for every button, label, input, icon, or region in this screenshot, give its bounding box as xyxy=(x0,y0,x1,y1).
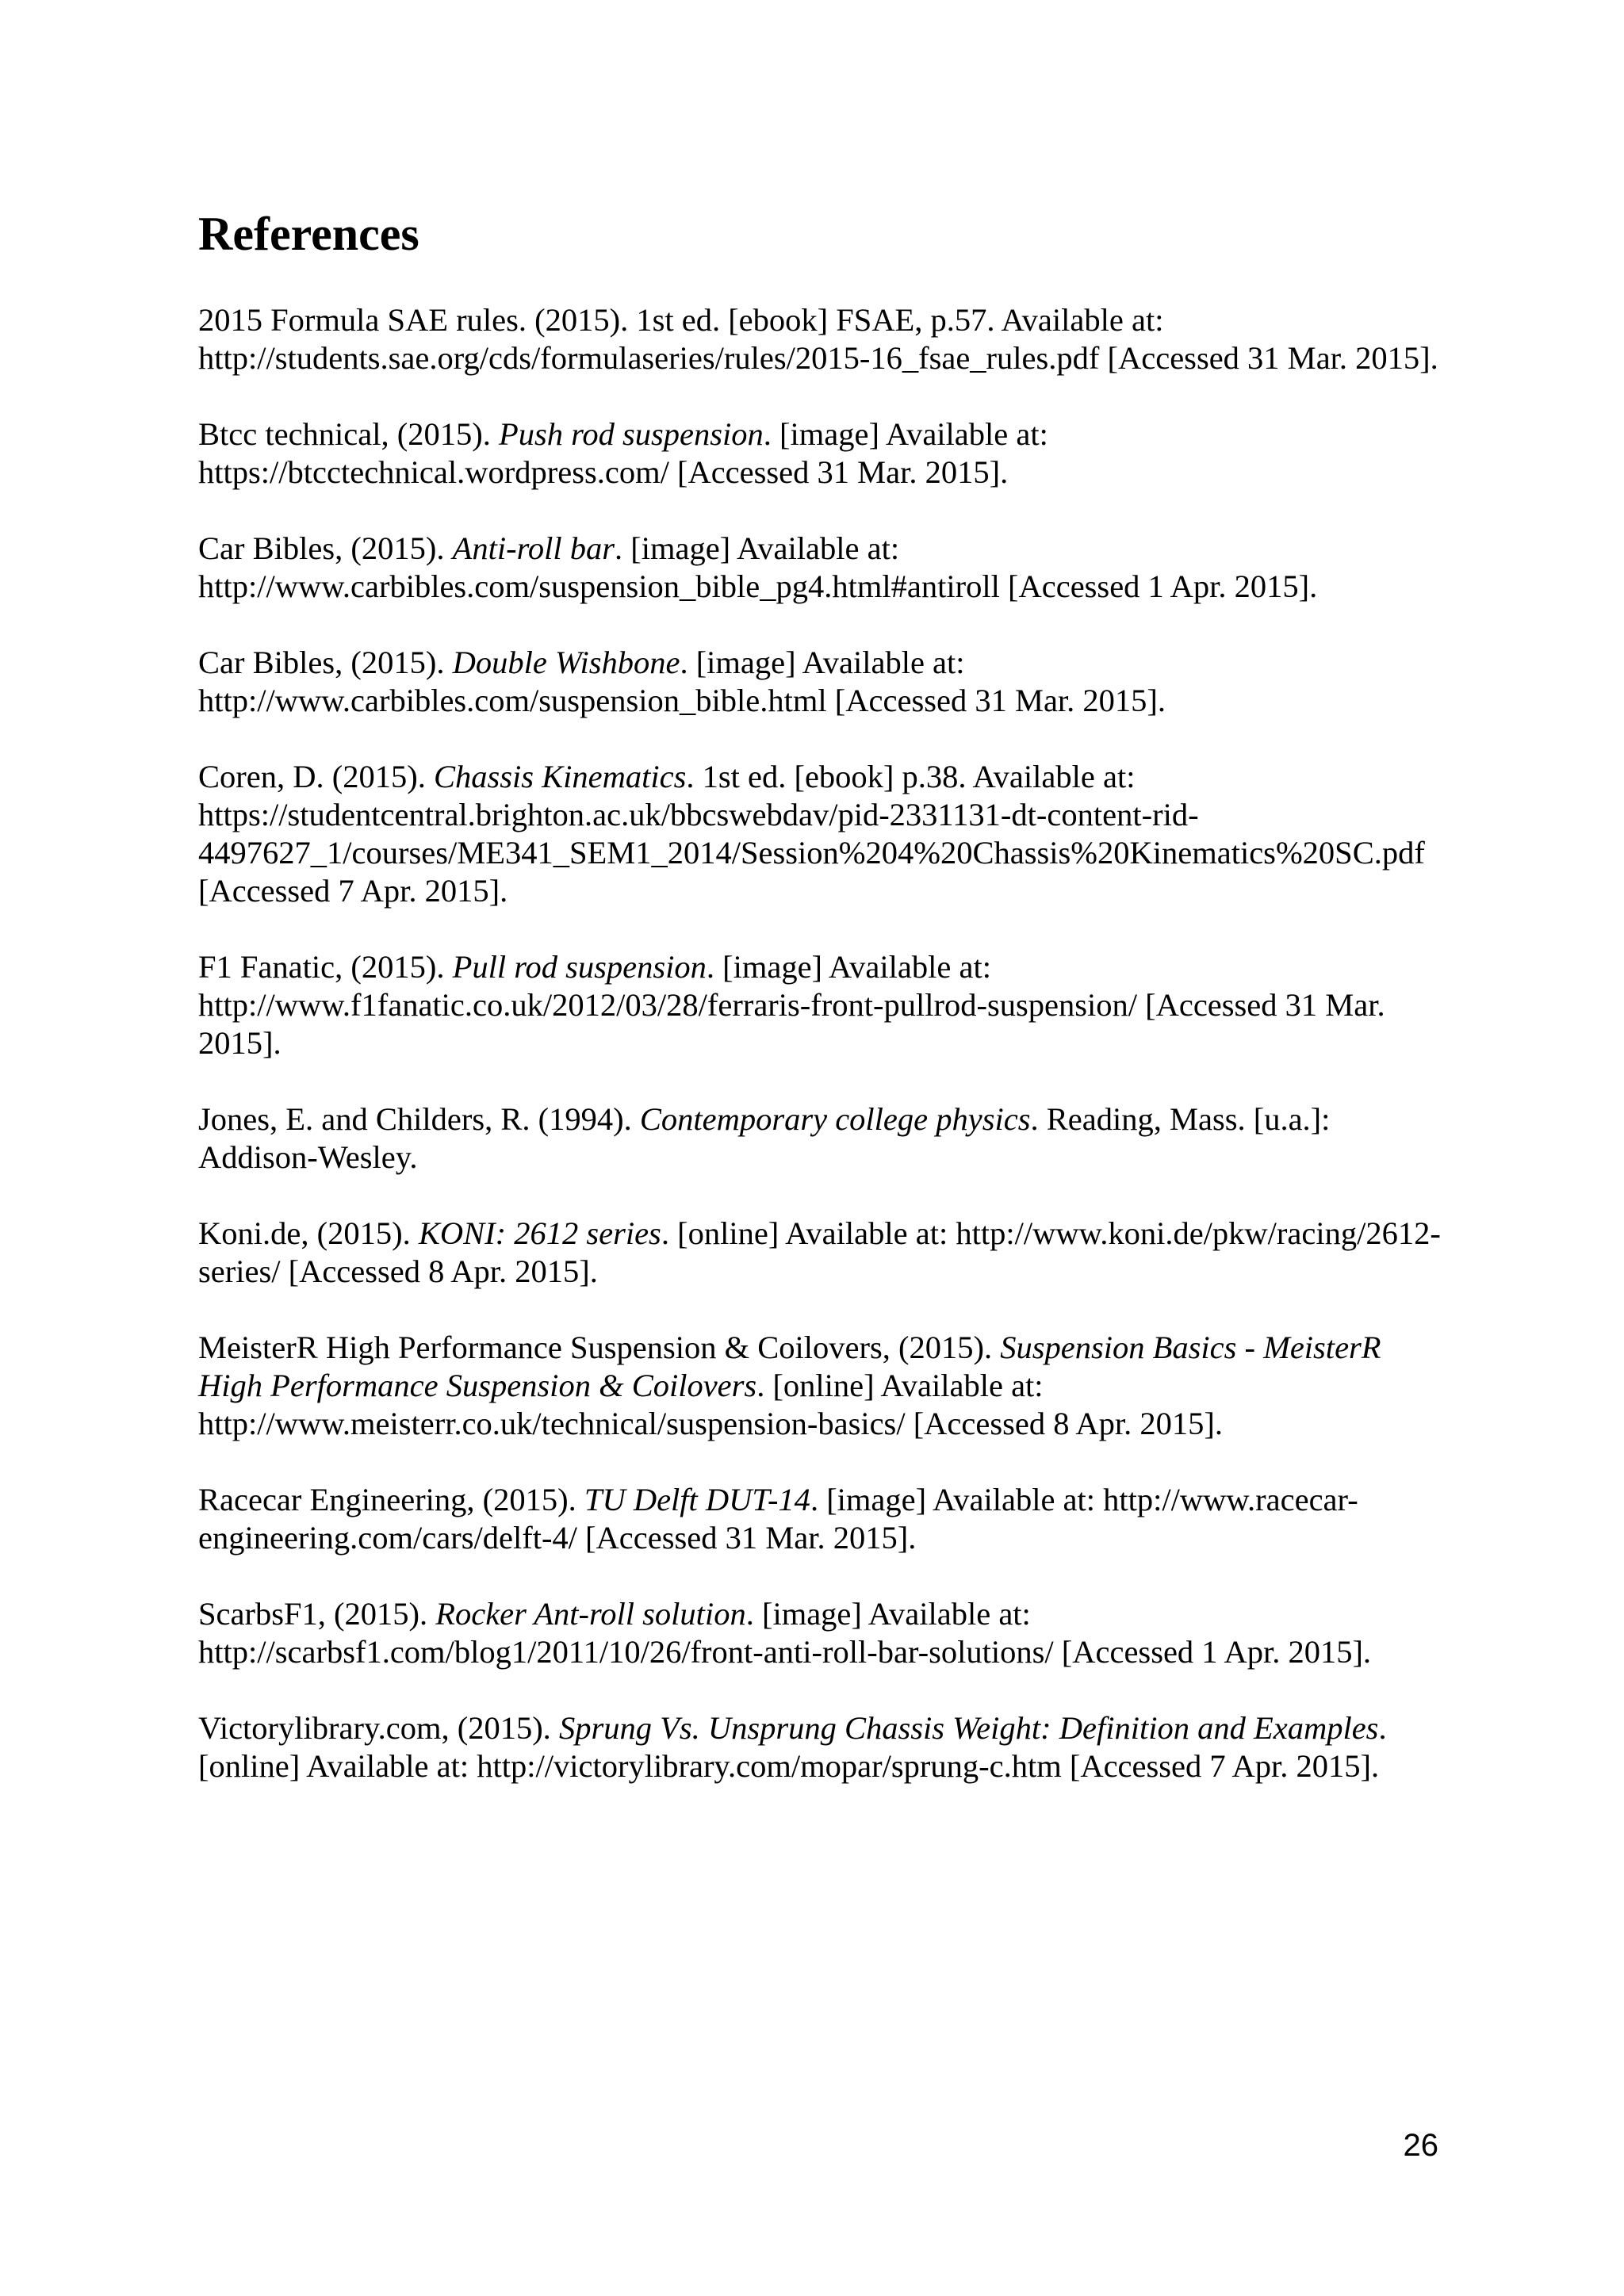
reference-details: . [online] Available at: http://www.meisterr.co.uk/technical/suspension-basics/ [Accessed 8 Apr. 2015]. xyxy=(198,1368,1223,1441)
reference-text: Btcc technical, (2015). xyxy=(198,416,499,452)
reference-title: Rocker Ant-roll solution xyxy=(435,1596,746,1632)
reference-details: . [image] Available at: http://www.f1fanatic.co.uk/2012/03/28/ferraris-front-pullrod-suspension/ [Accessed 31 Mar. 2015]. xyxy=(198,949,1393,1061)
reference-text: 2015 Formula SAE rules. (2015). 1st ed. [ebook] FSAE, p.57. Available at: xyxy=(198,302,1172,338)
reference-text: Car Bibles, (2015). xyxy=(198,530,453,566)
reference-text: ScarbsF1, (2015). xyxy=(198,1596,436,1632)
reference-text: Car Bibles, (2015). xyxy=(198,645,453,680)
reference-details: . [image] Available at: http://scarbsf1.com/blog1/2011/10/26/front-anti-roll-bar-solutions/ [Accessed 1 Apr. 2015]. xyxy=(198,1596,1372,1670)
reference-title: Suspension Basics - MeisterR High Performance Suspension & Coilovers xyxy=(198,1330,1381,1403)
reference-entry xyxy=(198,644,1443,720)
reference-details: . [image] Available at: http://www.racecar-engineering.com/cars/delft-4/ [Accessed 31 Mar. 2015]. xyxy=(198,1482,1358,1556)
page-heading: References xyxy=(198,208,419,260)
page-number: 26 xyxy=(1403,2128,1438,2163)
reference-title: Sprung Vs. Unsprung Chassis Weight: Definition and Examples xyxy=(558,1710,1379,1746)
reference-entry xyxy=(198,758,1443,910)
reference-details: . 1st ed. [ebook] p.38. Available at: https://studentcentral.brighton.ac.uk/bbcswebdav/pid-2331131-dt-content-rid-4497627_1/courses/ME341_SEM1_2014/Session%204%20Chassis%20Kinematics%20SC.pdf [Accessed 7 Apr. 2015]. xyxy=(198,759,1433,909)
reference-details: . [image] Available at: http://www.carbibles.com/suspension_bible_pg4.html#antiroll [Accessed 1 Apr. 2015]. xyxy=(198,530,1318,604)
reference-text: F1 Fanatic, (2015). xyxy=(198,949,453,985)
reference-details: . Reading, Mass. [u.a.]: Addison-Wesley. xyxy=(198,1101,1337,1175)
reference-text: MeisterR High Performance Suspension & Coilovers, (2015). xyxy=(198,1330,1001,1365)
reference-entry xyxy=(198,415,1443,492)
reference-text: Racecar Engineering, (2015). xyxy=(198,1482,584,1517)
reference-entry xyxy=(198,1215,1443,1291)
reference-entry xyxy=(198,1100,1443,1177)
reference-entry xyxy=(198,1329,1443,1443)
reference-entry xyxy=(198,1595,1443,1671)
reference-title: Chassis Kinematics xyxy=(433,759,687,794)
reference-title: KONI: 2612 series xyxy=(418,1215,661,1251)
reference-entry xyxy=(198,530,1443,606)
reference-text: Jones, E. and Childers, R. (1994). xyxy=(198,1101,640,1137)
reference-title: Double Wishbone xyxy=(452,645,680,680)
reference-entry xyxy=(198,1481,1443,1557)
reference-text: Victorylibrary.com, (2015). xyxy=(198,1710,559,1746)
reference-entry xyxy=(198,1709,1443,1785)
reference-entry xyxy=(198,948,1443,1062)
reference-details: . [online] Available at: http://www.koni.de/pkw/racing/2612-series/ [Accessed 8 Apr. 2015]. xyxy=(198,1215,1441,1289)
reference-text: Coren, D. (2015). xyxy=(198,759,434,794)
reference-list xyxy=(198,301,1443,1823)
reference-title: Push rod suspension xyxy=(498,416,764,452)
reference-title: Anti-roll bar xyxy=(452,530,615,566)
reference-details: . [online] Available at: http://victorylibrary.com/mopar/sprung-c.htm [Accessed 7 Apr. 2015]. xyxy=(198,1710,1395,1784)
reference-title: Pull rod suspension xyxy=(452,949,707,985)
reference-details: . [image] Available at: http://www.carbibles.com/suspension_bible.html [Accessed 31 Mar. 2015]. xyxy=(198,645,1166,718)
reference-details: http://students.sae.org/cds/formulaseries/rules/2015-16_fsae_rules.pdf [Accessed 31 Mar. 2015]. xyxy=(198,340,1438,376)
reference-text: Koni.de, (2015). xyxy=(198,1215,419,1251)
reference-title: TU Delft DUT-14 xyxy=(584,1482,810,1517)
reference-title: Contemporary college physics xyxy=(639,1101,1031,1137)
reference-details: . [image] Available at: https://btcctechnical.wordpress.com/ [Accessed 31 Mar. 2015]. xyxy=(198,416,1056,490)
reference-entry xyxy=(198,301,1443,377)
